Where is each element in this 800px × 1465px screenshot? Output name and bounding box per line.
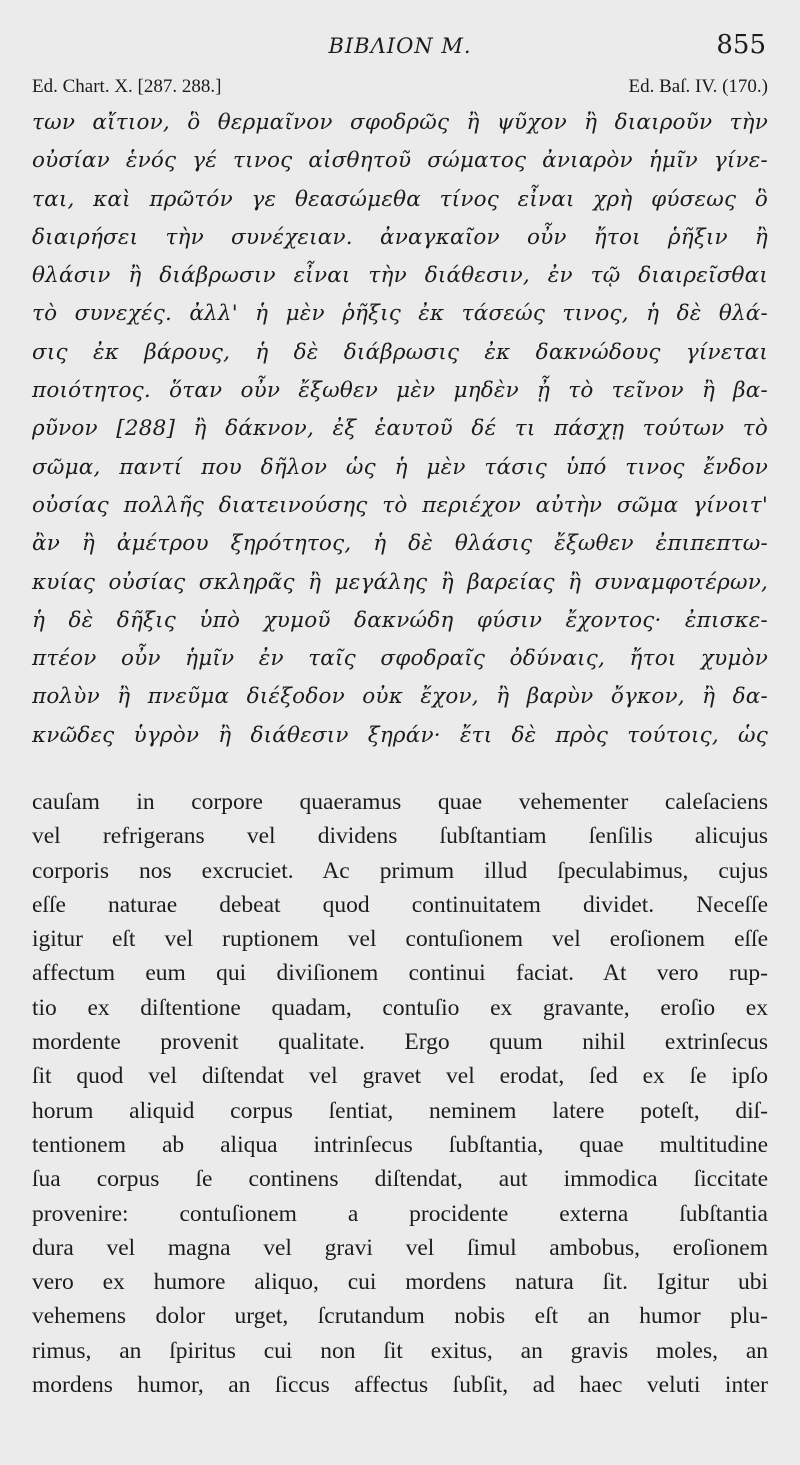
running-head	[0, 30, 800, 64]
greek-line: σις ἐκ βάρους, ἡ δὲ διάβρωσις ἐκ δακνώδους γίνεται	[32, 339, 768, 365]
latin-line: mordens humor, an ſiccus affectus ſubſit, ad haec veluti inter	[32, 1372, 768, 1399]
latin-line: eſſe naturae debeat quod continuitatem dividet. Neceſſe	[32, 891, 768, 918]
greek-line: ἂν ἢ ἀμέτρου ξηρότητος, ἡ δὲ θλάσις ἔξωθεν ἐπιπεπτω-	[32, 531, 768, 557]
latin-line: igitur eſt vel ruptionem vel contuſionem vel eroſionem eſſe	[32, 926, 768, 953]
latin-line: ſit quod vel diſtendat vel gravet vel erodat, ſed ex ſe ipſo	[32, 1063, 768, 1090]
edition-reference-right: Ed. Baſ. IV. (170.)	[628, 76, 768, 97]
greek-line: κνῶδες ὑγρὸν ἢ διάθεσιν ξηράν· ἔτι δὲ πρὸς τούτοις, ὡς	[32, 722, 768, 748]
latin-line: dura vel magna vel gravi vel ſimul ambobus, eroſionem	[32, 1234, 768, 1261]
latin-line: mordente provenit qualitate. Ergo quum nihil extrinſecus	[32, 1029, 768, 1056]
greek-line: κυίας οὐσίας σκληρᾶς ἢ μεγάλης ἢ βαρείας ἢ συναμφοτέρων,	[32, 569, 768, 595]
greek-line: ται, καὶ πρῶτόν γε θεασώμεθα τίνος εἶναι χρὴ φύσεως ὃ	[32, 186, 768, 212]
latin-line: ſua corpus ſe continens diſtendat, aut immodica ſiccitate	[32, 1166, 768, 1193]
greek-line: των αἴτιον, ὃ θερμαῖνον σφοδρῶς ἢ ψῦχον ἢ διαιροῦν τὴν	[32, 110, 768, 135]
greek-text-block	[32, 104, 768, 755]
greek-line: ποιότητος. ὅταν οὖν ἔξωθεν μὲν μηδὲν ᾖ τὸ τεῖνον ἢ βα-	[32, 378, 768, 404]
latin-line: tentionem ab aliqua intrinſecus ſubſtantia, quae multitudine	[32, 1131, 768, 1158]
latin-line: cauſam in corpore quaeramus quae vehementer caleſaciens	[32, 789, 768, 815]
greek-line: οὐσίας πολλῆς διατεινούσης τὸ περιέχον αὐτὴν σῶμα γίνοιτ'	[32, 492, 768, 518]
greek-line: οὐσίαν ἑνός γέ τινος αἰσθητοῦ σώματος ἀνιαρὸν ἡμῖν γίνε-	[32, 148, 768, 174]
edition-line	[32, 76, 768, 104]
latin-line: rimus, an ſpiritus cui non ſit exitus, an gravis moles, an	[32, 1337, 768, 1364]
greek-line: θλάσιν ἢ διάβρωσιν εἶναι τὴν διάθεσιν, ἐν τῷ διαιρεῖσθαι	[32, 263, 768, 289]
greek-line: σῶμα, παντί που δῆλον ὡς ἡ μὲν τάσις ὑπό τινος ἔνδον	[32, 454, 768, 480]
latin-line: tio ex diſtentione quadam, contuſio ex gravante, eroſio ex	[32, 994, 768, 1021]
latin-line: vero ex humore aliquo, cui mordens natura ſit. Igitur ubi	[32, 1269, 768, 1296]
greek-line: πολὺν ἢ πνεῦμα διέξοδον οὐκ ἔχον, ἢ βαρὺν ὄγκον, ἢ δα-	[32, 684, 768, 710]
latin-line: vehemens dolor urget, ſcrutandum nobis eſt an humor plu-	[32, 1303, 768, 1330]
greek-line: τὸ συνεχές. ἀλλ' ἡ μὲν ῥῆξις ἐκ τάσεώς τινος, ἡ δὲ θλά-	[32, 301, 768, 327]
running-title: ΒΙΒΛΙΟΝ Μ.	[328, 34, 472, 58]
greek-line: διαιρήσει τὴν συνέχειαν. ἀναγκαῖον οὖν ἤτοι ῥῆξιν ἢ	[32, 224, 768, 250]
page-number: 855	[716, 30, 766, 60]
greek-line: ρῦνον [288] ἢ δάκνον, ἐξ ἑαυτοῦ δέ τι πάσχῃ τούτων τὸ	[32, 416, 768, 442]
latin-text-block	[32, 785, 768, 1402]
latin-line: corporis nos excruciet. Ac primum illud ſpeculabimus, cujus	[32, 857, 768, 884]
edition-reference-left: Ed. Chart. X. [287. 288.]	[32, 76, 222, 97]
latin-line: affectum eum qui diviſionem continui faciat. At vero rup-	[32, 960, 768, 987]
greek-line: ἡ δὲ δῆξις ὑπὸ χυμοῦ δακνώδη φύσιν ἔχοντος· ἐπισκε-	[32, 607, 768, 633]
latin-line: provenire: contuſionem a procidente externa ſubſtantia	[32, 1200, 768, 1227]
latin-line: vel refrigerans vel dividens ſubſtantiam ſenſilis alicujus	[32, 823, 768, 850]
latin-line: horum aliquid corpus ſentiat, neminem latere poteſt, diſ-	[32, 1097, 768, 1124]
greek-line: πτέον οὖν ἡμῖν ἐν ταῖς σφοδραῖς ὀδύναις, ἤτοι χυμὸν	[32, 646, 768, 672]
